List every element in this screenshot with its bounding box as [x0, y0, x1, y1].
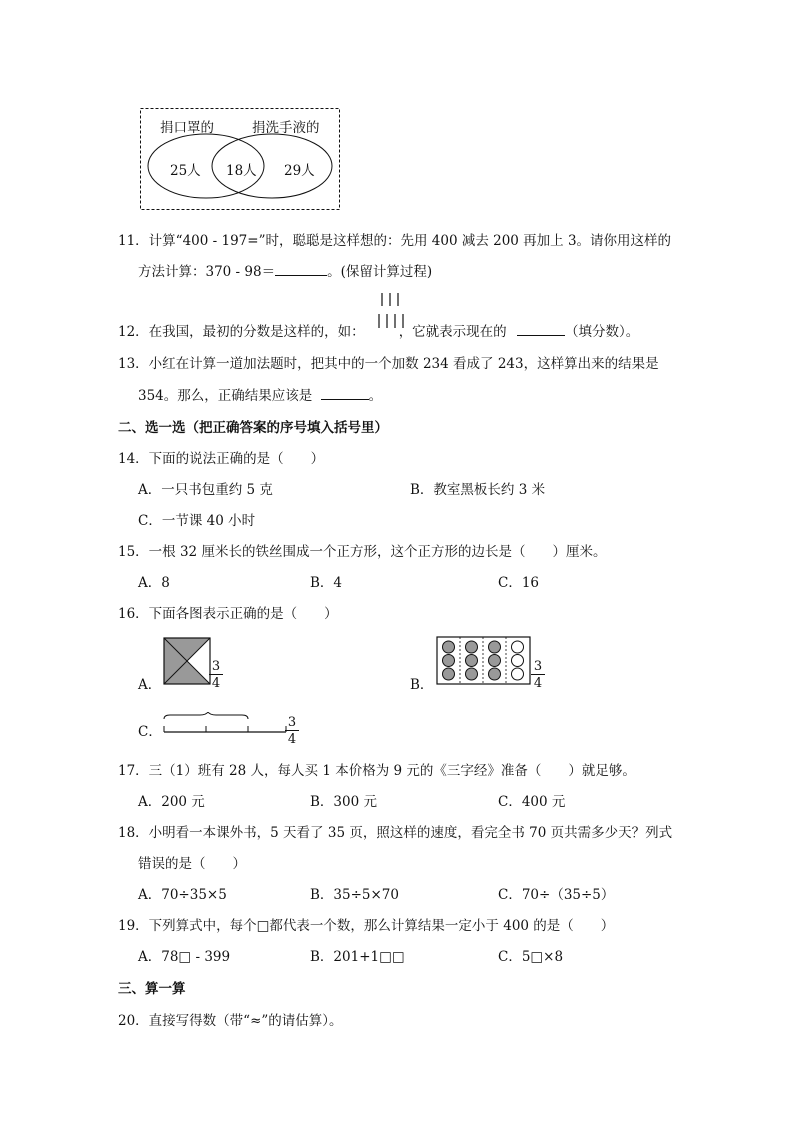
- venn-right-label: 捐洗手液的: [252, 120, 320, 136]
- q18-line1: 18．小明看一本课外书，5 天看了 35 页，照这样的速度，看完全书 70 页共需多少天？列式: [118, 825, 673, 841]
- q16-c-fraction-num: 3: [287, 715, 297, 730]
- q18-line2: 错误的是（ ）: [138, 856, 246, 872]
- q17-option-c[interactable]: C．400 元: [498, 794, 566, 810]
- q14-option-c[interactable]: C．一节课 40 小时: [138, 513, 256, 529]
- q16-figure-c: [162, 712, 288, 740]
- q13-answer-blank[interactable]: [321, 387, 369, 400]
- q15-option-a[interactable]: A．8: [138, 575, 170, 591]
- q16-circles-svg: [436, 636, 532, 686]
- q20-stem: 20．直接写得数（带“≈”的请估算）。: [118, 1013, 343, 1029]
- q16-option-b[interactable]: B．: [410, 677, 434, 693]
- q19-option-c[interactable]: C．5□×8: [498, 949, 564, 965]
- q12-pre: 12．在我国，最初的分数是这样的，如：: [118, 324, 365, 340]
- q11-line1: 11．计算“400 - 197=”时，聪聪是这样想的：先用 400 减去 200 再加上 3。请你用这样的: [118, 233, 672, 249]
- q14-stem: 14．下面的说法正确的是（ ）: [118, 451, 325, 467]
- q13-line2-pre: 354。那么，正确结果应该是: [138, 388, 313, 404]
- q18-option-b[interactable]: B．35÷5×70: [310, 887, 399, 903]
- q16-figure-a: [162, 636, 212, 690]
- venn-left-count: 25人: [170, 163, 201, 179]
- q16-a-fraction-bar: [209, 674, 223, 675]
- q16-option-c[interactable]: C．: [138, 724, 162, 740]
- q12-tail: （填分数）。: [564, 324, 640, 340]
- q19-stem: 19．下列算式中，每个□都代表一个数，那么计算结果一定小于 400 的是（ ）: [118, 918, 615, 934]
- q18-option-a[interactable]: A．70÷35×5: [138, 887, 227, 903]
- q16-b-fraction-den: 4: [533, 676, 543, 691]
- q12-post: ，它就表示现在的: [398, 324, 507, 340]
- q11-line2-post: 。(保留计算过程): [327, 264, 433, 280]
- venn-right-count: 29人: [284, 163, 315, 179]
- q11-line2-pre: 方法计算：370 - 98＝: [138, 264, 276, 280]
- section-2-heading: 二、选一选（把正确答案的序号填入括号里）: [118, 420, 388, 436]
- q19-option-a[interactable]: A．78□ - 399: [138, 949, 231, 965]
- q19-option-b[interactable]: B．201+1□□: [310, 949, 405, 965]
- q13-line1: 13．小红在计算一道加法题时，把其中的一个加数 234 看成了 243，这样算出来的结果是: [118, 356, 659, 372]
- q16-stem: 16．下面各图表示正确的是（ ）: [118, 606, 338, 622]
- q14-option-a[interactable]: A．一只书包重约 5 克: [138, 482, 273, 498]
- q16-square-svg: [162, 636, 212, 686]
- q16-segment-svg: [162, 712, 288, 736]
- q17-stem: 17．三（1）班有 28 人，每人买 1 本价格为 9 元的《三字经》准备（ ）就足够。: [118, 763, 636, 779]
- q18-option-c[interactable]: C．70÷（35÷5）: [498, 887, 615, 903]
- q16-figure-b: [436, 636, 532, 690]
- section-3-heading: 三、算一算: [118, 981, 186, 997]
- q15-stem: 15．一根 32 厘米长的铁丝围成一个正方形，这个正方形的边长是（ ）厘米。: [118, 544, 607, 560]
- q12-answer-blank[interactable]: [517, 323, 565, 336]
- q11-line2: [138, 260, 432, 280]
- q16-c-fraction-bar: [285, 730, 299, 731]
- q16-a-fraction-den: 4: [211, 676, 221, 691]
- venn-left-label: 捐口罩的: [160, 120, 214, 136]
- q13-line2: [138, 384, 382, 404]
- q17-option-a[interactable]: A．200 元: [138, 794, 205, 810]
- q16-b-fraction-num: 3: [533, 659, 543, 674]
- q11-answer-blank[interactable]: [275, 263, 327, 276]
- q16-b-fraction-bar: [531, 674, 545, 675]
- venn-diagram: [140, 108, 340, 210]
- q13-line2-post: 。: [368, 388, 383, 404]
- q15-option-b[interactable]: B．4: [310, 575, 343, 591]
- q15-option-c[interactable]: C．16: [498, 575, 540, 591]
- venn-middle-count: 18人: [226, 163, 257, 179]
- q12-line: [118, 320, 639, 340]
- q14-option-b[interactable]: B．教室黑板长约 3 米: [410, 482, 546, 498]
- q16-a-fraction-num: 3: [211, 659, 221, 674]
- q16-option-a[interactable]: A．: [138, 677, 162, 693]
- q16-c-fraction-den: 4: [287, 732, 297, 747]
- q17-option-b[interactable]: B．300 元: [310, 794, 377, 810]
